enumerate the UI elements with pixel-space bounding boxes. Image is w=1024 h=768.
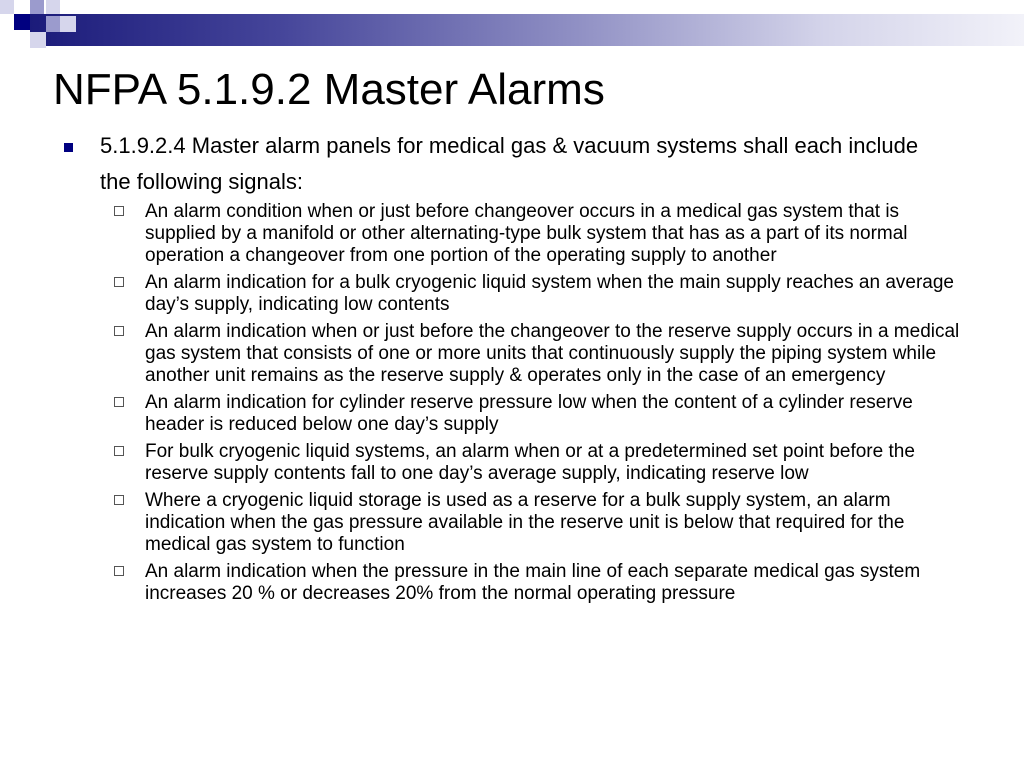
sub-bullet-text: An alarm indication when the pressure in the main line of each separate medical gas system increases 20 % or decreases 20% from the normal operating pressure <box>145 561 921 604</box>
sub-bullet-text: An alarm indication for cylinder reserve pressure low when the content of a cylinder reserve header is reduced below one day’s supply <box>145 392 913 435</box>
slide-content <box>0 128 1024 610</box>
sub-bullet-text: For bulk cryogenic liquid systems, an alarm when or at a predetermined set point before the reserve supply contents fall to one day’s average supply, indicating reserve low <box>145 441 915 484</box>
hollow-square-bullet-icon <box>114 206 124 216</box>
sub-bullet-list <box>0 201 1024 605</box>
sub-bullet-item <box>0 272 1024 316</box>
decor-square <box>30 0 44 14</box>
hollow-square-bullet-icon <box>114 326 124 336</box>
sub-bullet-text: An alarm indication for a bulk cryogenic liquid system when the main supply reaches an average day’s supply, indicating low contents <box>145 272 954 315</box>
header-gradient-bar <box>30 14 1024 46</box>
main-bullet-text: 5.1.9.2.4 Master alarm panels for medical gas & vacuum systems shall each include the following signals: <box>100 133 919 194</box>
decor-square <box>14 14 30 30</box>
hollow-square-bullet-icon <box>114 446 124 456</box>
sub-bullet-item <box>0 321 1024 387</box>
sub-bullet-item <box>0 392 1024 436</box>
sub-bullet-text: An alarm condition when or just before changeover occurs in a medical gas system that is supplied by a manifold or other alternating-type bulk system that has as a part of its normal operation a changeover from one portion of the operating supply to another <box>145 201 908 266</box>
decor-square <box>46 0 60 14</box>
decor-square <box>0 0 14 14</box>
hollow-square-bullet-icon <box>114 495 124 505</box>
decor-square <box>46 16 60 32</box>
sub-bullet-item <box>0 201 1024 267</box>
main-bullet-item <box>0 128 1024 200</box>
square-bullet-icon <box>64 143 73 152</box>
sub-bullet-item <box>0 561 1024 605</box>
sub-bullet-item <box>0 441 1024 485</box>
decor-square <box>30 32 46 48</box>
hollow-square-bullet-icon <box>114 566 124 576</box>
sub-bullet-text: An alarm indication when or just before the changeover to the reserve supply occurs in a medical gas system that consists of one or more units that continuously supply the piping system while another unit remains as the reserve supply & operates only in the case of an emergency <box>145 321 960 386</box>
hollow-square-bullet-icon <box>114 277 124 287</box>
hollow-square-bullet-icon <box>114 397 124 407</box>
sub-bullet-text: Where a cryogenic liquid storage is used as a reserve for a bulk supply system, an alarm indication when the gas pressure available in the reserve unit is below that required for the medical gas system to function <box>145 490 905 555</box>
slide-title: NFPA 5.1.9.2 Master Alarms <box>53 65 605 114</box>
decor-square <box>60 16 76 32</box>
sub-bullet-item <box>0 490 1024 556</box>
